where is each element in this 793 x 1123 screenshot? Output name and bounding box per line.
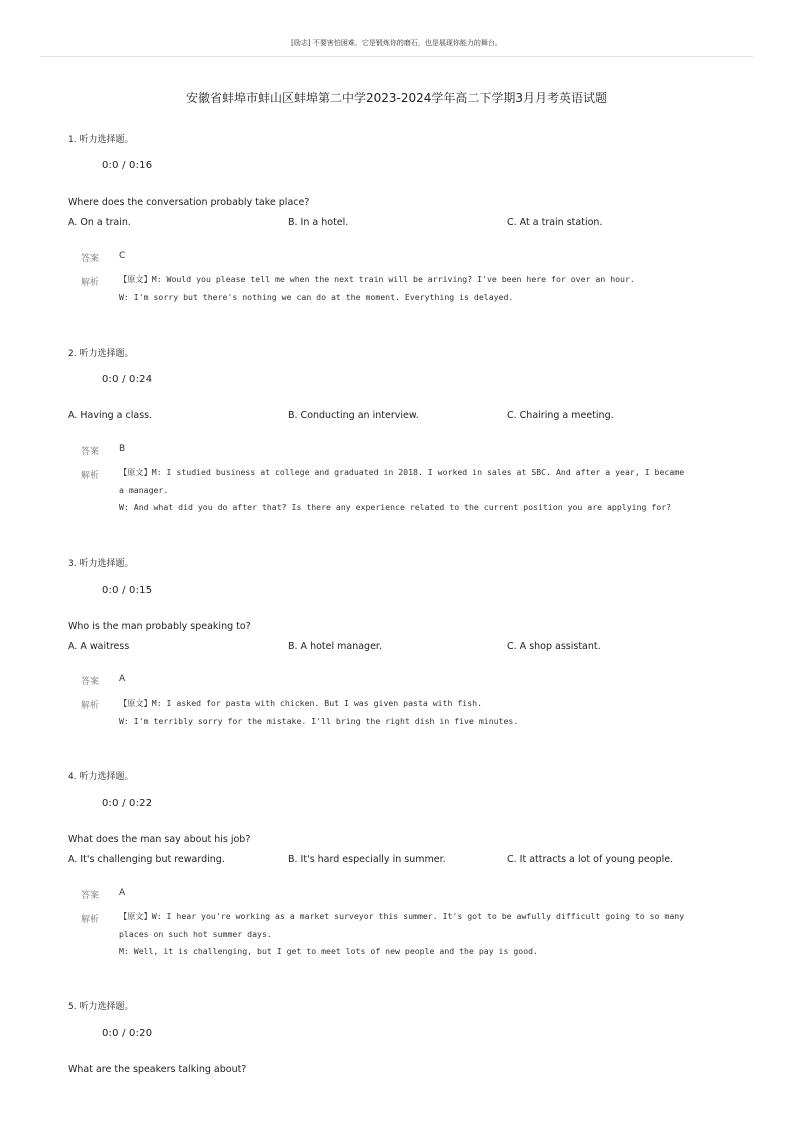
answer-label: 答案 <box>81 447 100 457</box>
option-b[interactable]: B. It's hard especially in summer. <box>288 854 446 865</box>
analysis-text <box>119 695 715 730</box>
option-b[interactable]: B. In a hotel. <box>288 217 349 228</box>
analysis-label: 解析 <box>81 701 100 711</box>
question-heading: 1. 听力选择题。 <box>68 135 134 145</box>
audio-player[interactable]: 0:0 / 0:22 <box>102 798 153 809</box>
transcript-line: places on such hot summer days. <box>119 928 272 939</box>
analysis-text <box>119 271 715 306</box>
answer-label: 答案 <box>81 677 100 687</box>
answer-value: C <box>119 251 126 261</box>
transcript-line: W: And what did you do after that? Is there any experience related to the current position you are applying for? <box>119 502 672 512</box>
header-divider <box>40 56 753 57</box>
audio-player[interactable]: 0:0 / 0:20 <box>102 1028 153 1039</box>
transcript-line: W: I'm terribly sorry for the mistake. I'll bring the right dish in five minutes. <box>119 715 519 726</box>
question-stem: Where does the conversation probably take place? <box>68 197 310 208</box>
answer-label: 答案 <box>81 254 100 264</box>
option-b[interactable]: B. A hotel manager. <box>288 641 382 652</box>
answer-value: A <box>119 674 126 684</box>
option-c[interactable]: C. It attracts a lot of young people. <box>507 854 674 865</box>
question-stem: Who is the man probably speaking to? <box>68 621 251 632</box>
transcript-line: M: I studied business at college and graduated in 2018. I worked in sales at SBC. And after a year, I became <box>151 467 685 477</box>
audio-player[interactable]: 0:0 / 0:24 <box>102 374 153 385</box>
question-stem: What are the speakers talking about? <box>68 1064 247 1075</box>
question-heading: 4. 听力选择题。 <box>68 772 134 782</box>
analysis-text <box>119 464 715 517</box>
source-tag: 【原文】 <box>119 911 152 921</box>
question-heading: 2. 听力选择题。 <box>68 349 134 359</box>
source-tag: 【原文】 <box>119 698 152 708</box>
transcript-line: M: Well, it is challenging, but I get to meet lots of new people and the pay is good. <box>119 946 538 956</box>
answer-value: B <box>119 444 126 454</box>
source-tag: 【原文】 <box>119 467 152 477</box>
transcript-line: a manager. <box>119 484 169 495</box>
motto-banner: [励志] 不要害怕困难，它是锻炼你的磨石，也是展现你能力的舞台。 <box>291 39 502 47</box>
option-c[interactable]: C. At a train station. <box>507 217 603 228</box>
answer-value: A <box>119 888 126 898</box>
source-tag: 【原文】 <box>119 274 152 284</box>
analysis-label: 解析 <box>81 471 100 481</box>
question-heading: 3. 听力选择题。 <box>68 559 134 569</box>
page-title: 安徽省蚌埠市蚌山区蚌埠第二中学2023-2024学年高二下学期3月月考英语试题 <box>185 91 608 105</box>
audio-player[interactable]: 0:0 / 0:16 <box>102 160 153 171</box>
transcript-line: W: I hear you're working as a market surveyor this summer. It's got to be awfully difficult going to so many <box>151 911 685 921</box>
option-a[interactable]: A. It's challenging but rewarding. <box>68 854 225 865</box>
option-c[interactable]: C. Chairing a meeting. <box>507 410 614 421</box>
transcript-line: M: I asked for pasta with chicken. But I was given pasta with fish. <box>151 698 483 708</box>
transcript-line: W: I'm sorry but there's nothing we can do at the moment. Everything is delayed. <box>119 291 514 302</box>
analysis-label: 解析 <box>81 915 100 925</box>
analysis-text <box>119 908 715 961</box>
audio-player[interactable]: 0:0 / 0:15 <box>102 585 153 596</box>
option-c[interactable]: C. A shop assistant. <box>507 641 601 652</box>
transcript-line: M: Would you please tell me when the next train will be arriving? I've been here for over an hour. <box>151 274 635 284</box>
analysis-label: 解析 <box>81 278 100 288</box>
option-a[interactable]: A. On a train. <box>68 217 131 228</box>
question-stem: What does the man say about his job? <box>68 834 251 845</box>
option-a[interactable]: A. A waitress <box>68 641 130 652</box>
answer-label: 答案 <box>81 891 100 901</box>
question-heading: 5. 听力选择题。 <box>68 1002 134 1012</box>
option-b[interactable]: B. Conducting an interview. <box>288 410 419 421</box>
option-a[interactable]: A. Having a class. <box>68 410 153 421</box>
